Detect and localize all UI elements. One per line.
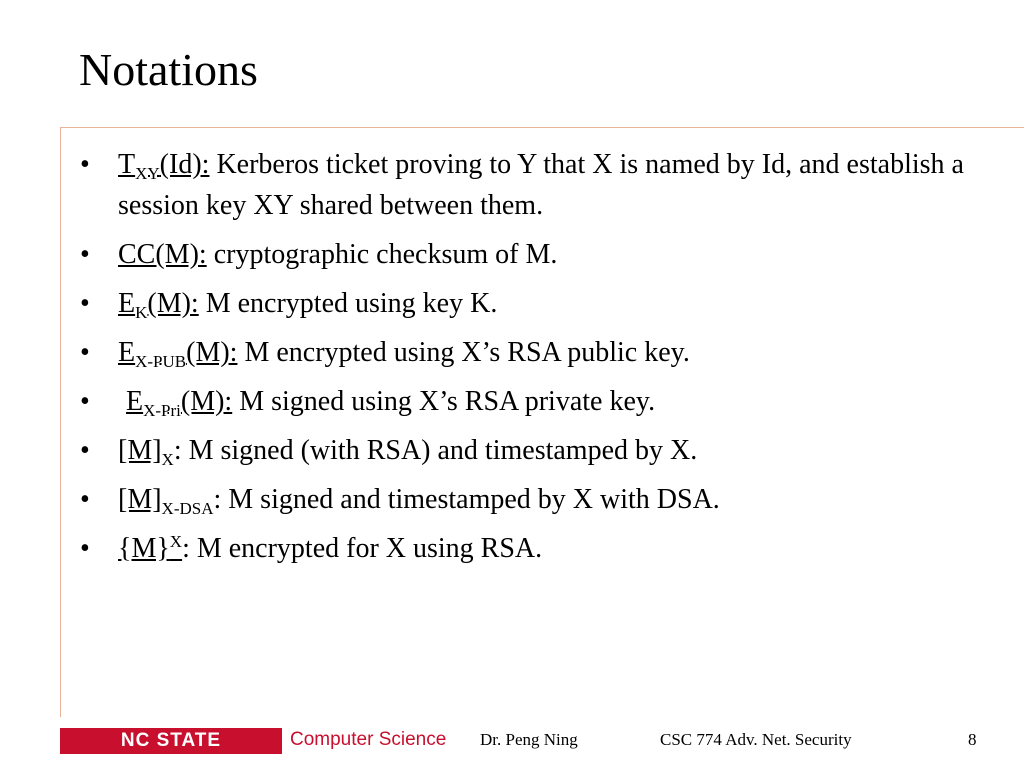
list-item: [80, 479, 980, 520]
bullet-dot: •: [80, 435, 90, 466]
bullet-dot: •: [80, 533, 90, 564]
notation-description: M encrypted using key K.: [198, 288, 498, 319]
notation-symbol: $E_K(M)$:: [118, 288, 199, 322]
bullet-dot: •: [80, 484, 90, 515]
title-divider: [60, 127, 1024, 128]
left-rule: [60, 127, 61, 717]
bullet-dot: •: [80, 149, 90, 180]
list-item: [80, 234, 980, 275]
notation-description: M encrypted using X’s RSA public key.: [237, 337, 690, 368]
bullet-dot: •: [80, 288, 90, 319]
notation-description: M signed using X’s RSA private key.: [232, 386, 656, 417]
bullet-dot: •: [80, 386, 90, 417]
list-item: [80, 528, 980, 569]
notation-symbol: $T_{XY}(Id)$:: [118, 149, 210, 183]
university-logo: NC STATE UNIVERSITY: [60, 728, 282, 754]
list-item: [80, 332, 980, 373]
notation-list: [80, 144, 980, 577]
footer-author: Dr. Peng Ning: [480, 730, 578, 749]
notation-symbol: $\{M\}^X$: [118, 532, 183, 564]
notation-symbol: $[M]_{X-DSA}$: [118, 484, 214, 518]
list-item: [80, 144, 980, 226]
notation-symbol: $E_{X-PUB}(M)$:: [118, 337, 238, 371]
notation-description: : M signed and timestamped by X with DSA.: [213, 484, 720, 515]
bullet-dot: •: [80, 239, 90, 270]
bullet-dot: •: [80, 337, 90, 368]
notation-description: Kerberos ticket proving to Y that X is named by Id, and establish a session key XY shared between them.: [118, 149, 964, 221]
slide-title: Notations: [79, 44, 258, 95]
notation-symbol: $[M]_X$: [118, 435, 174, 469]
page-number: 8: [968, 730, 977, 749]
notation-description: cryptographic checksum of M.: [206, 239, 558, 270]
department-name: Computer Science: [290, 729, 447, 750]
list-item: [80, 381, 980, 422]
slide-footer: [0, 720, 1024, 777]
notation-symbol: $E_{X-Pri}(M)$:: [126, 386, 233, 420]
footer-course: CSC 774 Adv. Net. Security: [660, 730, 852, 749]
notation-symbol: CC(M):: [118, 239, 207, 270]
list-item: [80, 430, 980, 471]
notation-description: : M signed (with RSA) and timestamped by X.: [173, 435, 698, 466]
notation-description: : M encrypted for X using RSA.: [182, 533, 543, 564]
list-item: [80, 283, 980, 324]
